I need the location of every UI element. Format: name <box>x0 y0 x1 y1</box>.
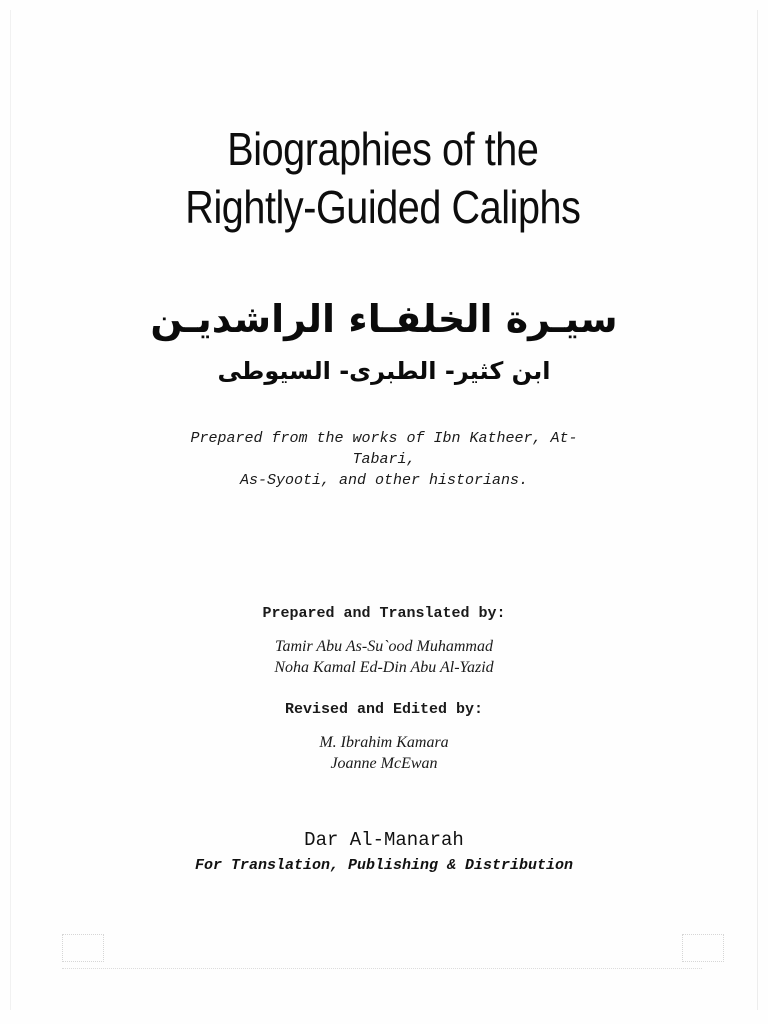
editor-name: Joanne McEwan <box>330 755 438 772</box>
sources-line-2: Tabari, <box>352 451 416 468</box>
sources-line-3: As-Syooti, and other historians. <box>239 472 529 489</box>
english-title-line-1: Biographies of the <box>227 123 539 175</box>
english-title <box>53 120 713 236</box>
arabic-title: سيـرة الخلفـاء الراشديـن <box>150 297 618 341</box>
translators-heading: Prepared and Translated by: <box>262 605 506 622</box>
editor-name: M. Ibrahim Kamara <box>319 734 449 751</box>
translators-list <box>0 636 768 678</box>
sources-note <box>0 428 768 491</box>
scan-corner-mark-right <box>682 934 724 962</box>
editors-heading: Revised and Edited by: <box>284 701 484 718</box>
sources-line-1: Prepared from the works of Ibn Katheer, At- <box>190 430 578 447</box>
publisher-tagline: For Translation, Publishing & Distribution <box>194 857 574 874</box>
translator-name: Tamir Abu As-Su`ood Muhammad <box>275 638 493 655</box>
english-title-line-2: Rightly-Guided Caliphs <box>185 181 581 233</box>
scan-corner-mark-left <box>62 934 104 962</box>
arabic-authors: ابن كثير- الطبرى- السيوطى <box>217 357 551 385</box>
editors-list <box>0 732 768 774</box>
publisher-name: Dar Al-Manarah <box>304 829 464 851</box>
translator-name: Noha Kamal Ed-Din Abu Al-Yazid <box>274 659 494 676</box>
scan-bottom-rule <box>62 968 702 969</box>
